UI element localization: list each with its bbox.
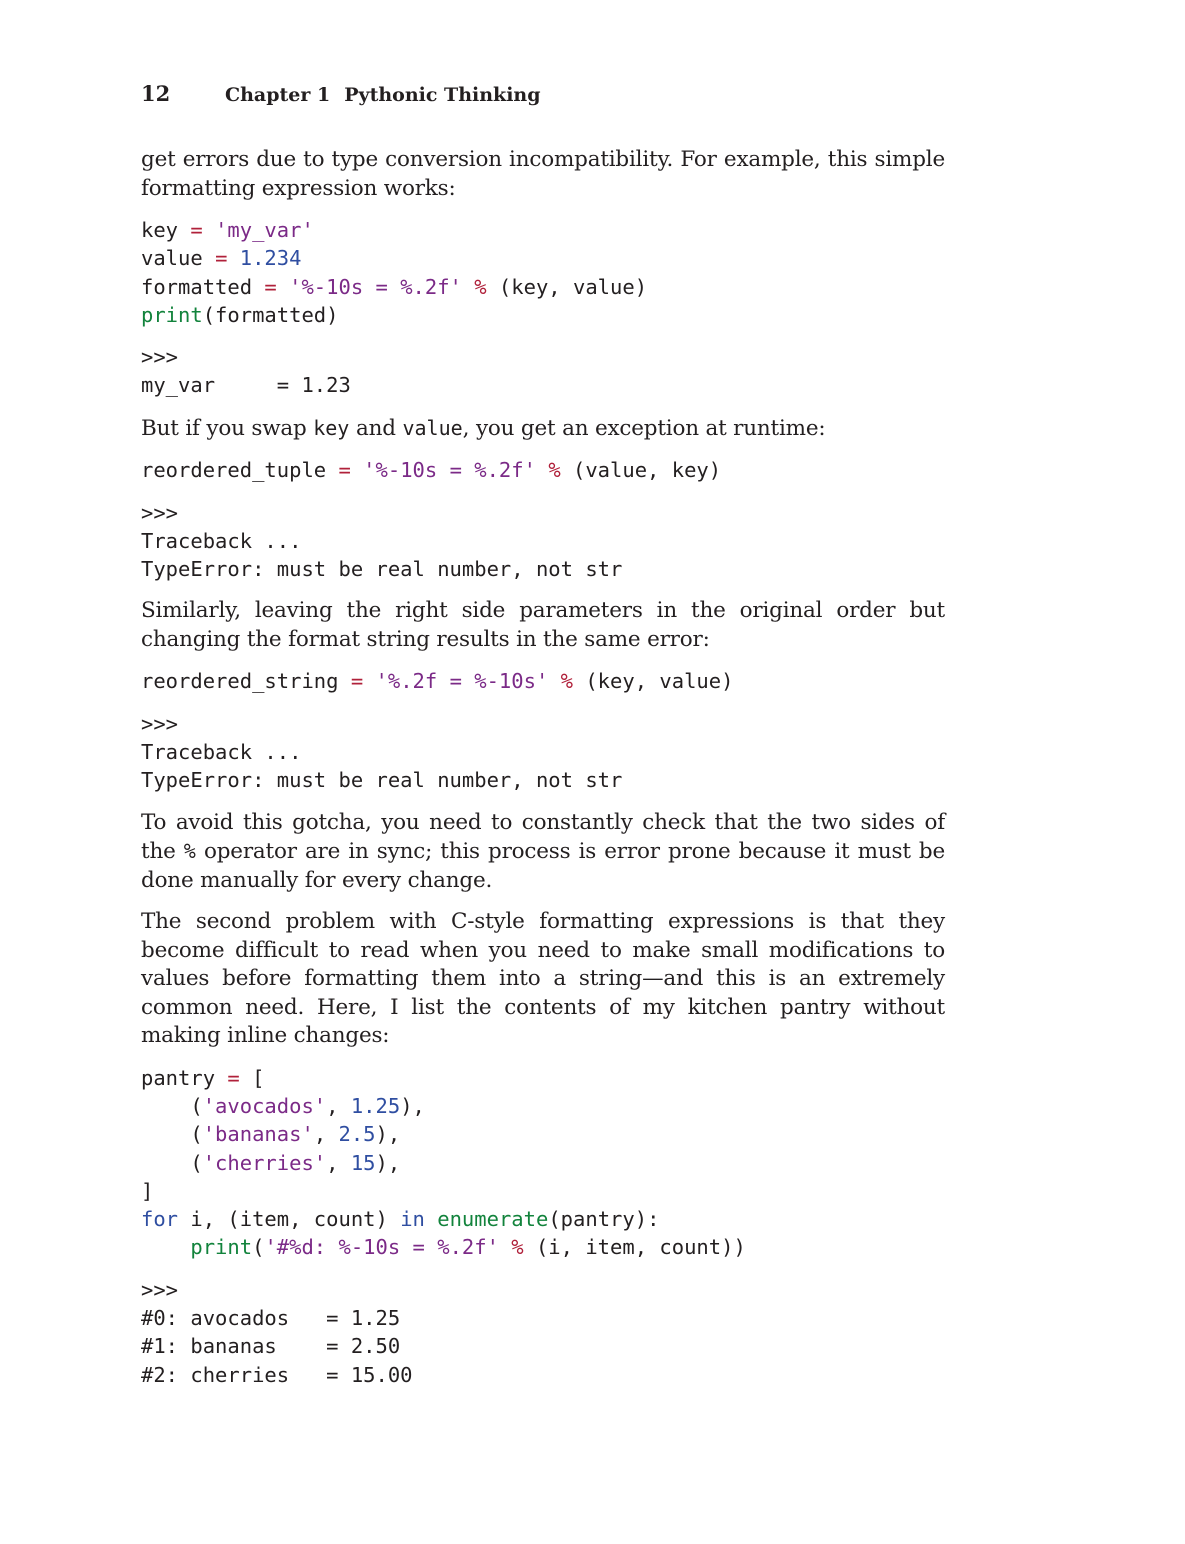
- paragraph-4: To avoid this gotcha, you need to constantly check that the two sides of the % operator are in sync; this process is error prone because it must be done manually for every change.: [141, 809, 946, 893]
- output-block-4: >>> #0: avocados = 1.25 #1: bananas = 2.50 #2: cherries = 15.00: [141, 1277, 413, 1387]
- paragraph-5: The second problem with C-style formatting expressions is that they become difficult to read when you need to make small modifications to values before formatting them into a string—and this is an extremely common need. Here, I list the contents of my kitchen pantry without making inline changes:: [141, 909, 945, 1049]
- code-block-4: pantry = [ ('avocados', 1.25), ('bananas', 2.5), ('cherries', 15), ] for i, (item, count) in enumerate(pantry): print('#%d: %-10s = %.2f' % (i, item, count)): [141, 1065, 746, 1260]
- paragraph-3: Similarly, leaving the right side parameters in the original order but changing the format string results in the same error:: [141, 598, 945, 652]
- output-block-2: >>> Traceback ... TypeError: must be real number, not str: [141, 500, 623, 582]
- chapter-label: Chapter 1: [225, 84, 331, 106]
- code-block-1: key = 'my_var' value = 1.234 formatted = '%-10s = %.2f' % (key, value) print(formatted): [141, 218, 648, 327]
- paragraph-2: But if you swap key and value, you get an exception at runtime:: [141, 415, 826, 441]
- inline-code-key: key: [313, 415, 350, 440]
- running-head: [141, 78, 945, 110]
- inline-code-percent: %: [183, 839, 196, 864]
- output-block-3: >>> Traceback ... TypeError: must be real number, not str: [141, 711, 623, 793]
- book-page: [141, 78, 945, 1403]
- inline-code-value: value: [402, 415, 463, 440]
- output-block-1: >>> my_var = 1.23: [141, 345, 351, 398]
- page-number: 12: [141, 81, 171, 106]
- chapter-title: Pythonic Thinking: [344, 84, 541, 106]
- paragraph-1: get errors due to type conversion incompatibility. For example, this simple formatting expression works:: [141, 147, 945, 201]
- code-block-2: reordered_tuple = '%-10s = %.2f' % (value, key): [141, 458, 722, 483]
- code-block-3: reordered_string = '%.2f = %-10s' % (key, value): [141, 669, 734, 694]
